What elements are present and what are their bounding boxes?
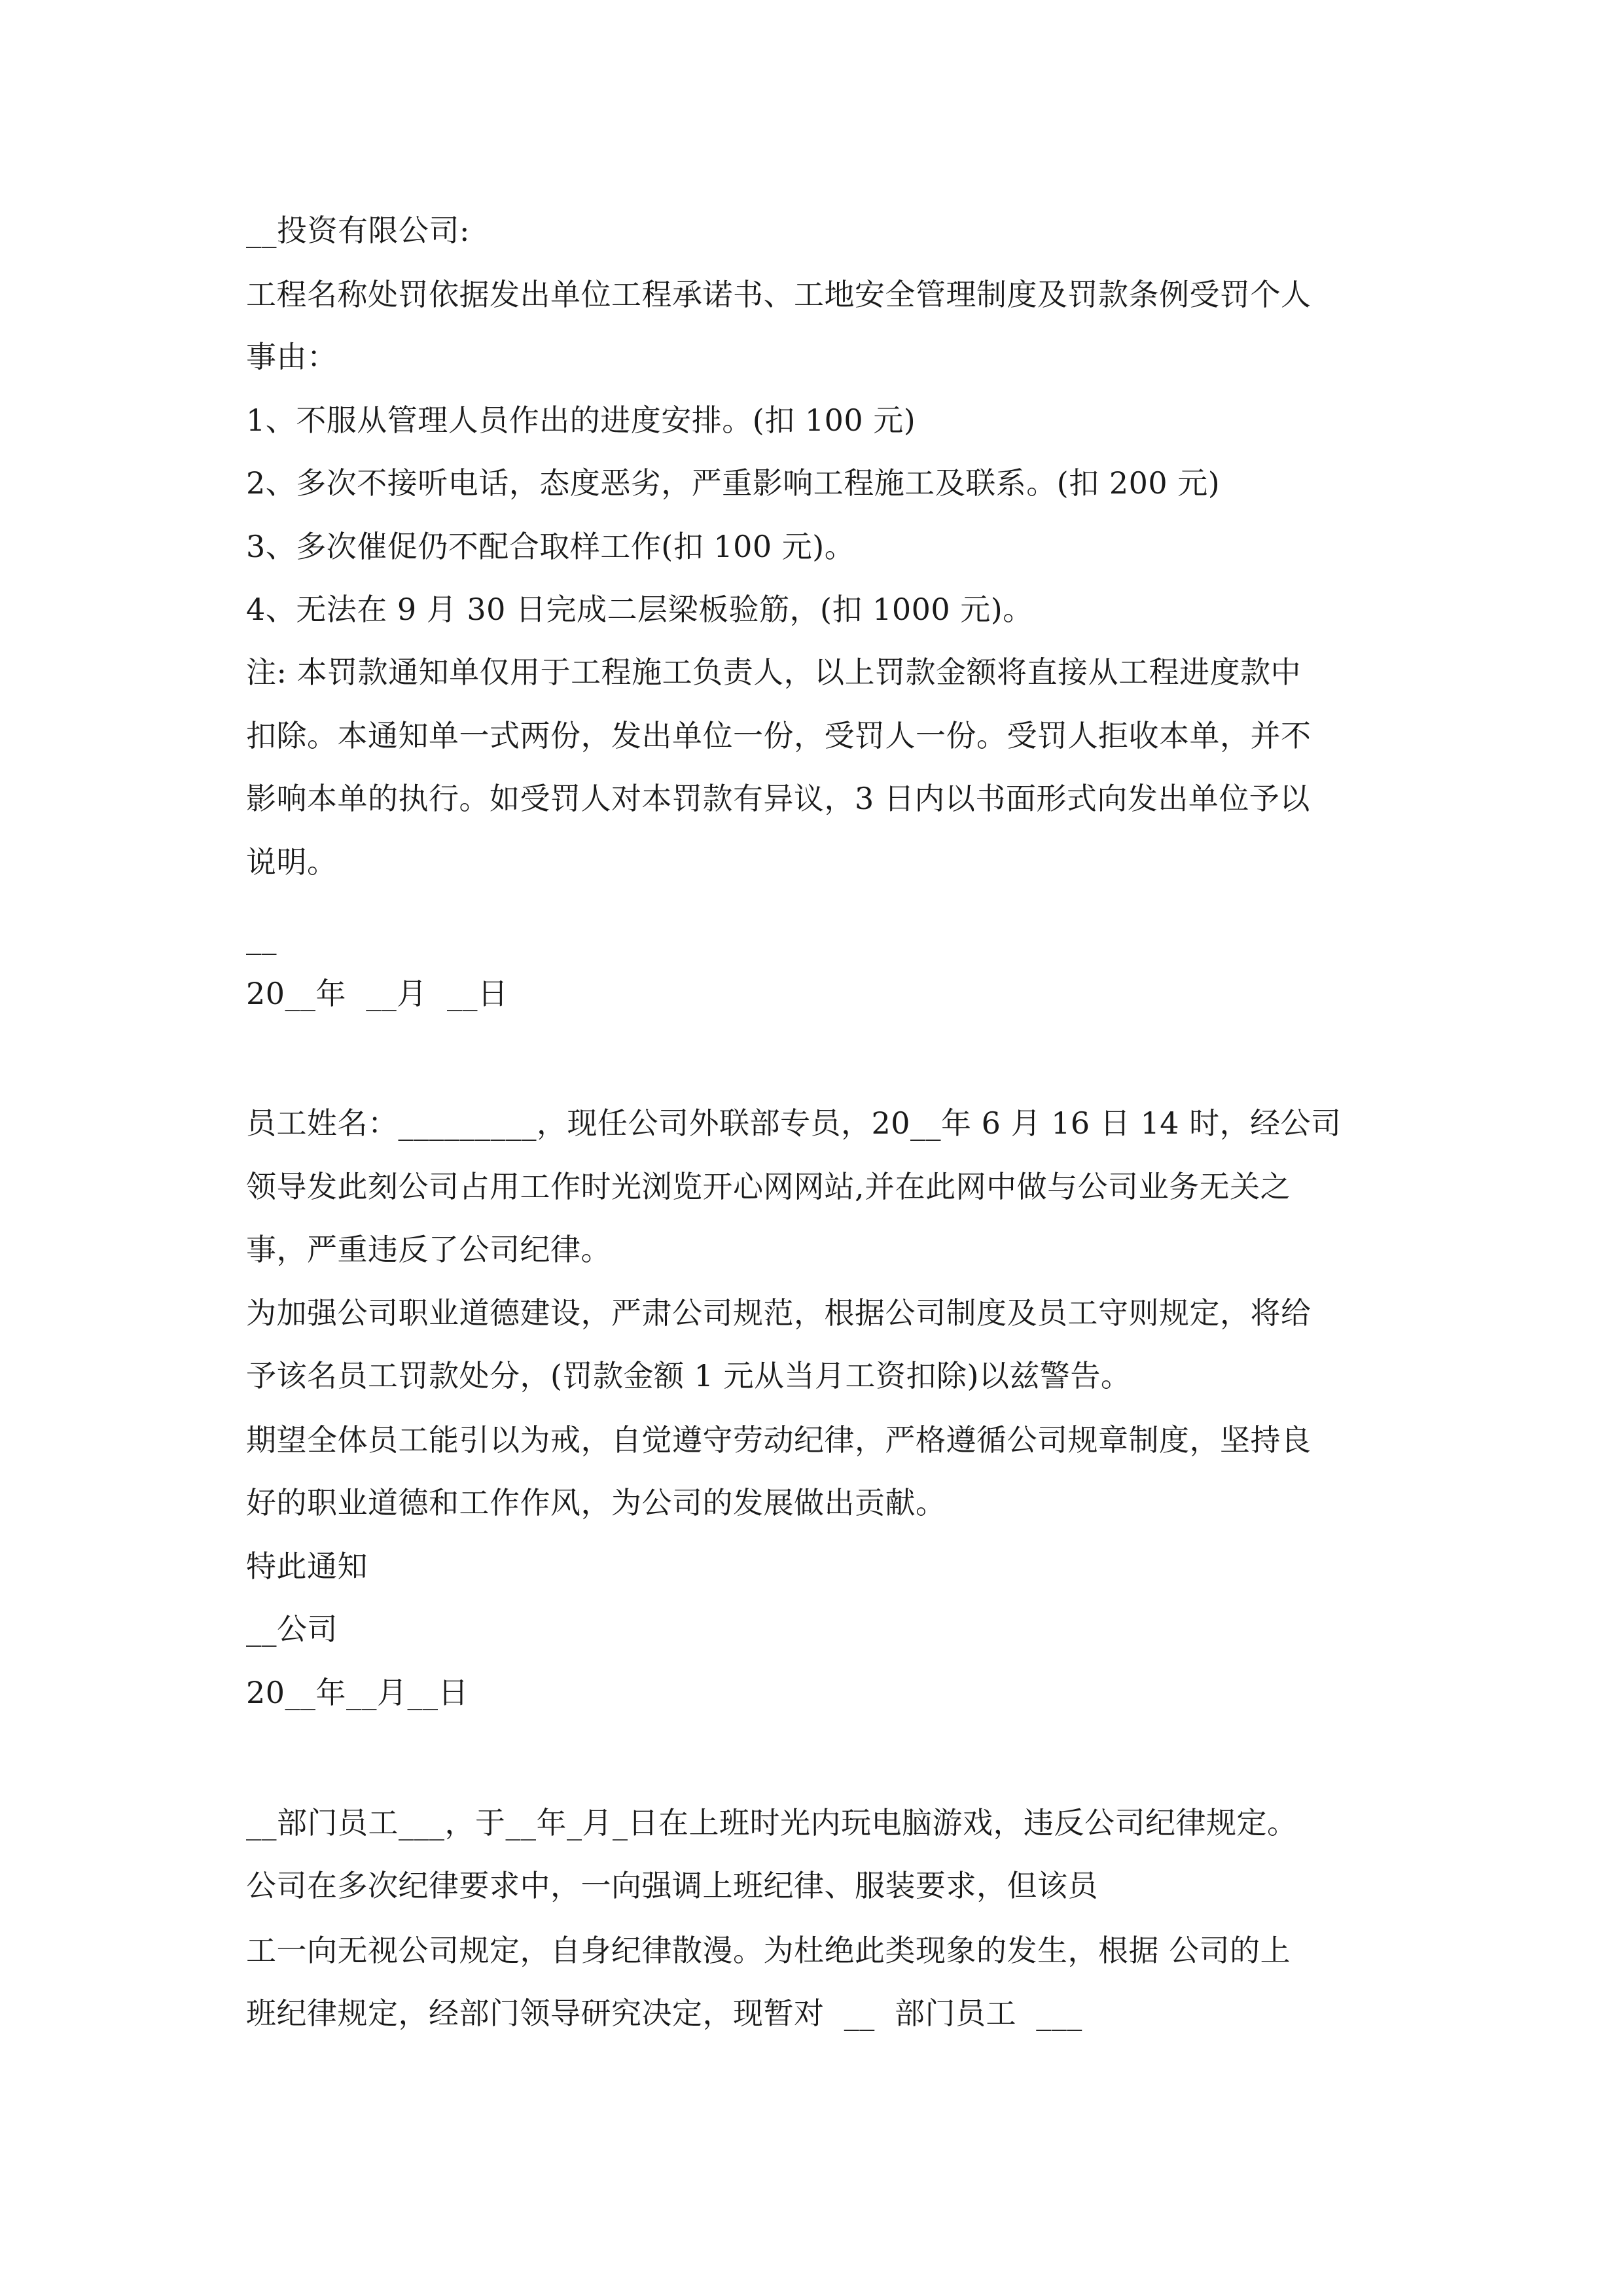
note-line: 注: 本罚款通知单仅用于工程施工负责人，以上罚款金额将直接从工程进度款中 [246, 655, 1302, 690]
note-line: 影响本单的执行。如受罚人对本罚款有异议，3 日内以书面形式向发出单位予以 [246, 781, 1310, 816]
body-line: 工一向无视公司规定，自身纪律散漫。为杜绝此类现象的发生，根据 公司的上 [246, 1933, 1291, 1968]
body-line: 班纪律规定，经部门领导研究决定，现暂对 __ 部门员工 ___ [246, 1996, 1082, 2031]
body-line: 予该名员工罚款处分，(罚款金额 1 元从当月工资扣除)以兹警告。 [246, 1358, 1132, 1393]
penalty-item: 3、多次催促仍不配合取样工作(扣 100 元)。 [246, 529, 855, 564]
intro-line: 工程名称处罚依据发出单位工程承诺书、工地安全管理制度及罚款条例受罚个人 [246, 277, 1311, 312]
signature-blank: __ [246, 920, 277, 955]
date-line: 20__年 __月 __日 [246, 976, 508, 1011]
date-line: 20__年__月__日 [246, 1675, 469, 1710]
body-line: 公司在多次纪律要求中，一向强调上班纪律、服装要求，但该员 [246, 1868, 1098, 1903]
body-line: 好的职业道德和工作作风，为公司的发展做出贡献。 [246, 1485, 946, 1520]
note-line: 扣除。本通知单一式两份，发出单位一份，受罚人一份。受罚人拒收本单，并不 [246, 718, 1311, 753]
closing-line: 特此通知 [246, 1549, 368, 1584]
body-line: 期望全体员工能引以为戒，自觉遵守劳动纪律，严格遵循公司规章制度，坚持良 [246, 1422, 1311, 1458]
penalty-item: 2、多次不接听电话，态度恶劣，严重影响工程施工及联系。(扣 200 元) [246, 465, 1221, 501]
body-line: 员工姓名：_________，现任公司外联部专员，20__年 6 月 16 日 14 时，经公司 [246, 1105, 1342, 1141]
intro-line: 事由： [246, 339, 338, 374]
company-line: __公司 [246, 1611, 338, 1647]
addressee: __投资有限公司: [246, 213, 470, 248]
body-line: 事，严重违反了公司纪律。 [246, 1232, 611, 1267]
penalty-item: 1、不服从管理人员作出的进度安排。(扣 100 元) [246, 403, 916, 438]
note-line: 说明。 [246, 844, 338, 880]
penalty-item: 4、无法在 9 月 30 日完成二层梁板验筋，(扣 1000 元)。 [246, 592, 1033, 627]
body-line: 领导发此刻公司占用工作时光浏览开心网网站,并在此网中做与公司业务无关之 [246, 1169, 1291, 1204]
body-line: 为加强公司职业道德建设，严肃公司规范，根据公司制度及员工守则规定，将给 [246, 1295, 1311, 1331]
body-line: __部门员工___，于__年_月_日在上班时光内玩电脑游戏，违反公司纪律规定。 [246, 1805, 1298, 1840]
